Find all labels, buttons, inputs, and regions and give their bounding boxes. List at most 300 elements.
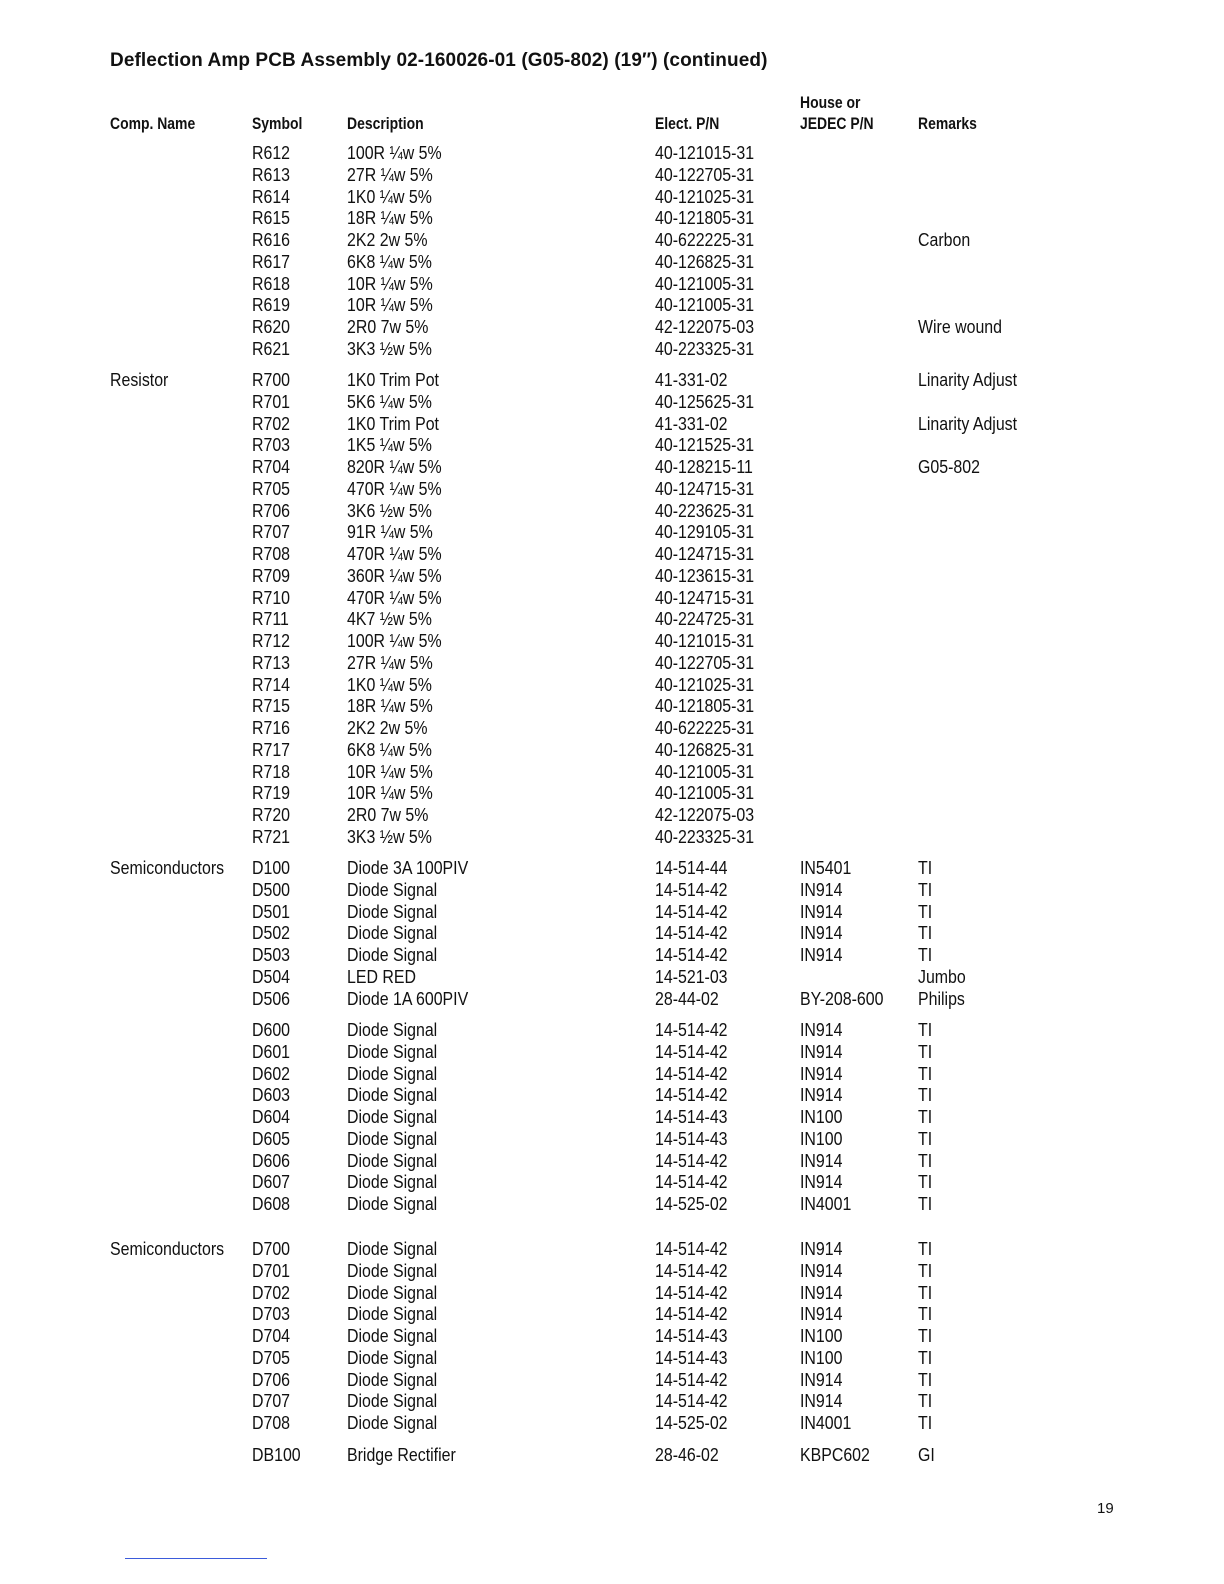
row-elect-pn: 14-514-42	[655, 1171, 728, 1193]
row-remarks: Philips	[918, 987, 965, 1009]
row-symbol: D502	[252, 922, 291, 944]
row-description: 10R ¼w 5%	[347, 782, 433, 804]
row-symbol: R702	[252, 412, 291, 434]
row-symbol: D703	[252, 1303, 291, 1325]
row-symbol: D606	[252, 1149, 291, 1171]
row-elect-pn: 14-514-42	[655, 1368, 728, 1390]
row-elect-pn: 40-129105-31	[655, 521, 755, 543]
table-row	[0, 1019, 1224, 1041]
row-description: Diode Signal	[347, 1106, 438, 1127]
table-row	[0, 782, 1224, 804]
row-symbol: D501	[252, 900, 291, 922]
row-jedec-pn: IN914	[800, 922, 843, 944]
row-symbol: D603	[252, 1084, 291, 1106]
row-symbol: D704	[252, 1325, 291, 1346]
row-symbol: D602	[252, 1062, 291, 1084]
row-description: 6K8 ¼w 5%	[347, 738, 432, 760]
row-elect-pn: 14-514-42	[655, 1281, 728, 1303]
row-symbol: R715	[252, 695, 291, 717]
row-symbol: D708	[252, 1412, 291, 1433]
row-remarks: TI	[918, 1127, 933, 1149]
table-row	[0, 186, 1224, 208]
row-elect-pn: 40-622225-31	[655, 717, 755, 738]
row-elect-pn: 40-121005-31	[655, 760, 755, 782]
table-row	[0, 1238, 1224, 1260]
header-comp-name: Comp. Name	[110, 114, 196, 133]
row-symbol: D700	[252, 1238, 291, 1259]
header-house-or: House or	[800, 93, 861, 112]
row-elect-pn: 40-123615-31	[655, 564, 755, 586]
row-jedec-pn: IN914	[800, 878, 843, 900]
row-jedec-pn: IN914	[800, 1019, 843, 1040]
footer-rule	[125, 1558, 267, 1559]
row-elect-pn: 14-514-42	[655, 944, 728, 965]
row-remarks: TI	[918, 1171, 933, 1193]
row-elect-pn: 14-514-42	[655, 1084, 728, 1106]
row-symbol: D100	[252, 857, 291, 878]
table-row	[0, 251, 1224, 273]
row-elect-pn: 42-122075-03	[655, 804, 755, 825]
row-description: 470R ¼w 5%	[347, 586, 442, 608]
row-symbol: R719	[252, 782, 291, 804]
table-row	[0, 630, 1224, 652]
row-description: Diode Signal	[347, 944, 438, 965]
row-remarks: G05-802	[918, 456, 980, 477]
row-symbol: R617	[252, 250, 291, 272]
row-elect-pn: 40-121015-31	[655, 630, 755, 651]
row-symbol: R710	[252, 586, 291, 608]
row-elect-pn: 14-514-42	[655, 1062, 728, 1084]
row-remarks: TI	[918, 1062, 933, 1084]
row-remarks: TI	[918, 857, 933, 878]
row-elect-pn: 14-514-43	[655, 1106, 728, 1127]
table-row	[0, 294, 1224, 316]
table-row	[0, 316, 1224, 338]
table-row	[0, 565, 1224, 587]
row-description: 6K8 ¼w 5%	[347, 250, 432, 272]
row-symbol: D701	[252, 1259, 291, 1281]
row-symbol: R701	[252, 390, 291, 412]
row-jedec-pn: IN914	[800, 1390, 843, 1412]
row-description: Diode Signal	[347, 878, 438, 900]
row-elect-pn: 40-121025-31	[655, 673, 755, 695]
row-description: 91R ¼w 5%	[347, 521, 433, 543]
row-description: 1K0 Trim Pot	[347, 412, 439, 434]
row-symbol: D608	[252, 1193, 291, 1214]
row-comp-name: Semiconductors	[110, 857, 225, 878]
row-jedec-pn: IN914	[800, 944, 843, 965]
row-jedec-pn: KBPC602	[800, 1444, 870, 1465]
row-symbol: D607	[252, 1171, 291, 1193]
row-symbol: R706	[252, 499, 291, 521]
row-elect-pn: 40-121005-31	[655, 294, 755, 316]
row-description: Diode Signal	[347, 1062, 438, 1084]
row-jedec-pn: IN100	[800, 1106, 843, 1127]
row-description: Diode Signal	[347, 1325, 438, 1346]
row-comp-name: Resistor	[110, 369, 169, 390]
row-description: Diode Signal	[347, 1390, 438, 1412]
table-row	[0, 674, 1224, 696]
page-title: Deflection Amp PCB Assembly 02-160026-01 (G05-802) (19″) (continued)	[110, 50, 768, 71]
header-symbol: Symbol	[252, 114, 303, 133]
table-row	[0, 391, 1224, 413]
row-symbol: R620	[252, 316, 291, 337]
table-row	[0, 434, 1224, 456]
row-description: Diode Signal	[347, 1149, 438, 1171]
row-elect-pn: 14-514-42	[655, 1238, 728, 1259]
row-remarks: Wire wound	[918, 316, 1003, 337]
table-row	[0, 922, 1224, 944]
row-elect-pn: 40-124715-31	[655, 477, 755, 499]
row-description: Diode 3A 100PIV	[347, 857, 469, 878]
table-row	[0, 273, 1224, 295]
row-symbol: R713	[252, 651, 291, 673]
table-row	[0, 164, 1224, 186]
row-symbol: D706	[252, 1368, 291, 1390]
row-elect-pn: 14-514-42	[655, 878, 728, 900]
row-remarks: Linarity Adjust	[918, 369, 1018, 390]
table-row	[0, 543, 1224, 565]
row-symbol: R621	[252, 337, 291, 359]
row-remarks: Jumbo	[918, 965, 966, 987]
row-comp-name: Semiconductors	[110, 1238, 225, 1259]
row-jedec-pn: BY-208-600	[800, 987, 884, 1009]
row-remarks: TI	[918, 1259, 933, 1281]
row-description: 1K0 ¼w 5%	[347, 673, 432, 695]
table-row	[0, 761, 1224, 783]
row-symbol: R614	[252, 185, 291, 207]
row-description: 2R0 7w 5%	[347, 316, 429, 337]
row-remarks: TI	[918, 1149, 933, 1171]
row-elect-pn: 40-223625-31	[655, 499, 755, 521]
row-elect-pn: 40-122705-31	[655, 651, 755, 673]
row-description: Diode Signal	[347, 1040, 438, 1062]
table-row	[0, 988, 1224, 1010]
row-elect-pn: 14-514-42	[655, 900, 728, 922]
row-remarks: TI	[918, 1346, 933, 1368]
table-row	[0, 944, 1224, 966]
row-symbol: R613	[252, 163, 291, 185]
row-description: 5K6 ¼w 5%	[347, 390, 432, 412]
header-elect-pn: Elect. P/N	[655, 114, 720, 133]
row-description: Diode Signal	[347, 1412, 438, 1433]
row-description: Diode Signal	[347, 1084, 438, 1106]
row-elect-pn: 40-128215-11	[655, 456, 753, 477]
table-row	[0, 521, 1224, 543]
row-elect-pn: 40-121005-31	[655, 782, 755, 804]
table-row	[0, 478, 1224, 500]
row-description: Diode Signal	[347, 922, 438, 944]
row-remarks: TI	[918, 922, 933, 944]
header-jedec-pn: JEDEC P/N	[800, 114, 874, 133]
row-remarks: TI	[918, 1106, 933, 1127]
table-row	[0, 207, 1224, 229]
table-row	[0, 1128, 1224, 1150]
table-row	[0, 1369, 1224, 1391]
row-description: Diode Signal	[347, 1238, 438, 1259]
header-remarks: Remarks	[918, 114, 977, 133]
row-jedec-pn: IN914	[800, 1303, 843, 1325]
table-row	[0, 901, 1224, 923]
row-symbol: D601	[252, 1040, 291, 1062]
table-row	[0, 500, 1224, 522]
row-jedec-pn: IN914	[800, 1171, 843, 1193]
row-elect-pn: 40-223325-31	[655, 825, 755, 847]
row-symbol: D702	[252, 1281, 291, 1303]
table-row	[0, 1084, 1224, 1106]
row-elect-pn: 40-224725-31	[655, 608, 755, 630]
row-jedec-pn: IN914	[800, 1149, 843, 1171]
row-elect-pn: 14-521-03	[655, 965, 728, 987]
row-elect-pn: 40-121005-31	[655, 272, 755, 294]
row-remarks: TI	[918, 1084, 933, 1106]
row-jedec-pn: IN100	[800, 1127, 843, 1149]
row-description: 1K0 ¼w 5%	[347, 185, 432, 207]
row-symbol: R711	[252, 608, 289, 630]
row-symbol: R720	[252, 804, 291, 825]
table-row	[0, 369, 1224, 391]
row-description: Diode Signal	[347, 1368, 438, 1390]
row-elect-pn: 14-525-02	[655, 1193, 728, 1214]
row-remarks: TI	[918, 944, 933, 965]
row-remarks: TI	[918, 1019, 933, 1040]
table-row	[0, 1193, 1224, 1215]
table-row	[0, 1444, 1224, 1466]
row-description: Diode Signal	[347, 1019, 438, 1040]
table-row	[0, 652, 1224, 674]
row-elect-pn: 40-121525-31	[655, 434, 755, 456]
row-jedec-pn: IN4001	[800, 1412, 852, 1433]
row-elect-pn: 14-514-42	[655, 1303, 728, 1325]
row-description: Diode Signal	[347, 1193, 438, 1214]
row-description: 10R ¼w 5%	[347, 294, 433, 316]
row-elect-pn: 40-124715-31	[655, 586, 755, 608]
row-symbol: R612	[252, 142, 291, 163]
row-elect-pn: 28-46-02	[655, 1444, 719, 1465]
row-symbol: D605	[252, 1127, 291, 1149]
row-symbol: R616	[252, 229, 291, 250]
row-symbol: D604	[252, 1106, 291, 1127]
row-elect-pn: 40-122705-31	[655, 163, 755, 185]
row-elect-pn: 40-622225-31	[655, 229, 755, 250]
row-description: Diode Signal	[347, 1346, 438, 1368]
row-symbol: R700	[252, 369, 291, 390]
row-description: 18R ¼w 5%	[347, 695, 433, 717]
row-elect-pn: 14-514-43	[655, 1325, 728, 1346]
table-row	[0, 1347, 1224, 1369]
table-row	[0, 456, 1224, 478]
row-elect-pn: 40-121805-31	[655, 207, 755, 229]
row-description: Diode Signal	[347, 900, 438, 922]
row-description: 1K5 ¼w 5%	[347, 434, 432, 456]
row-symbol: R618	[252, 272, 291, 294]
row-description: 2K2 2w 5%	[347, 717, 428, 738]
row-elect-pn: 14-514-43	[655, 1127, 728, 1149]
row-symbol: R707	[252, 521, 291, 543]
table-row	[0, 1325, 1224, 1347]
row-symbol: DB100	[252, 1444, 301, 1465]
row-remarks: TI	[918, 878, 933, 900]
table-row	[0, 857, 1224, 879]
row-symbol: R717	[252, 738, 291, 760]
row-symbol: D503	[252, 944, 291, 965]
row-remarks: TI	[918, 900, 933, 922]
row-description: Bridge Rectifier	[347, 1444, 456, 1465]
row-elect-pn: 28-44-02	[655, 987, 719, 1009]
row-jedec-pn: IN914	[800, 1040, 843, 1062]
row-elect-pn: 14-514-42	[655, 1019, 728, 1040]
table-row	[0, 1150, 1224, 1172]
row-symbol: R704	[252, 456, 291, 477]
row-description: Diode Signal	[347, 1127, 438, 1149]
row-jedec-pn: IN914	[800, 1259, 843, 1281]
row-symbol: R703	[252, 434, 291, 456]
row-elect-pn: 14-514-42	[655, 1259, 728, 1281]
row-elect-pn: 40-125625-31	[655, 390, 755, 412]
table-row	[0, 1282, 1224, 1304]
row-symbol: D705	[252, 1346, 291, 1368]
row-symbol: R712	[252, 630, 291, 651]
row-remarks: TI	[918, 1040, 933, 1062]
row-description: 100R ¼w 5%	[347, 630, 442, 651]
row-remarks: TI	[918, 1193, 933, 1214]
row-elect-pn: 40-223325-31	[655, 337, 755, 359]
table-row	[0, 1171, 1224, 1193]
row-description: 27R ¼w 5%	[347, 163, 433, 185]
row-description: 470R ¼w 5%	[347, 543, 442, 564]
row-description: 4K7 ½w 5%	[347, 608, 432, 630]
row-description: Diode Signal	[347, 1303, 438, 1325]
row-elect-pn: 14-514-42	[655, 1390, 728, 1412]
row-jedec-pn: IN914	[800, 1084, 843, 1106]
row-symbol: R708	[252, 543, 291, 564]
row-elect-pn: 14-525-02	[655, 1412, 728, 1433]
row-remarks: TI	[918, 1303, 933, 1325]
row-jedec-pn: IN914	[800, 1062, 843, 1084]
row-elect-pn: 40-124715-31	[655, 543, 755, 564]
row-elect-pn: 42-122075-03	[655, 316, 755, 337]
row-description: 10R ¼w 5%	[347, 272, 433, 294]
row-description: 18R ¼w 5%	[347, 207, 433, 229]
row-description: 820R ¼w 5%	[347, 456, 442, 477]
row-symbol: R721	[252, 825, 291, 847]
row-remarks: TI	[918, 1281, 933, 1303]
table-row	[0, 826, 1224, 848]
table-row	[0, 1303, 1224, 1325]
row-elect-pn: 14-514-44	[655, 857, 728, 878]
row-symbol: D600	[252, 1019, 291, 1040]
row-jedec-pn: IN100	[800, 1325, 843, 1346]
row-jedec-pn: IN5401	[800, 857, 852, 878]
table-row	[0, 717, 1224, 739]
row-elect-pn: 14-514-42	[655, 1040, 728, 1062]
row-symbol: R714	[252, 673, 291, 695]
row-symbol: D504	[252, 965, 291, 987]
row-remarks: Linarity Adjust	[918, 412, 1018, 434]
row-elect-pn: 40-121805-31	[655, 695, 755, 717]
table-row	[0, 229, 1224, 251]
row-elect-pn: 41-331-02	[655, 412, 728, 434]
table-row	[0, 966, 1224, 988]
table-row	[0, 1063, 1224, 1085]
row-description: Diode Signal	[347, 1281, 438, 1303]
row-remarks: TI	[918, 1238, 933, 1259]
row-description: Diode Signal	[347, 1171, 438, 1193]
table-row	[0, 695, 1224, 717]
row-symbol: R705	[252, 477, 291, 499]
row-description: Diode Signal	[347, 1259, 438, 1281]
row-remarks: TI	[918, 1390, 933, 1412]
row-remarks: TI	[918, 1368, 933, 1390]
row-remarks: GI	[918, 1444, 935, 1465]
row-description: 2R0 7w 5%	[347, 804, 429, 825]
row-jedec-pn: IN4001	[800, 1193, 852, 1214]
row-elect-pn: 14-514-43	[655, 1346, 728, 1368]
row-elect-pn: 14-514-42	[655, 922, 728, 944]
table-row	[0, 739, 1224, 761]
row-elect-pn: 41-331-02	[655, 369, 728, 390]
row-description: 100R ¼w 5%	[347, 142, 442, 163]
row-jedec-pn: IN914	[800, 1368, 843, 1390]
row-jedec-pn: IN914	[800, 1281, 843, 1303]
row-symbol: D506	[252, 987, 291, 1009]
row-elect-pn: 40-126825-31	[655, 738, 755, 760]
table-row	[0, 1390, 1224, 1412]
row-symbol: R709	[252, 564, 291, 586]
row-symbol: R716	[252, 717, 291, 738]
row-description: 1K0 Trim Pot	[347, 369, 439, 390]
row-symbol: R615	[252, 207, 291, 229]
row-elect-pn: 40-121015-31	[655, 142, 755, 163]
row-jedec-pn: IN914	[800, 900, 843, 922]
row-description: LED RED	[347, 965, 416, 987]
table-row	[0, 804, 1224, 826]
row-description: 3K6 ½w 5%	[347, 499, 432, 521]
table-row	[0, 1106, 1224, 1128]
row-description: 360R ¼w 5%	[347, 564, 442, 586]
table-row	[0, 1412, 1224, 1434]
table-row	[0, 879, 1224, 901]
row-remarks: TI	[918, 1325, 933, 1346]
row-description: 27R ¼w 5%	[347, 651, 433, 673]
row-jedec-pn: IN914	[800, 1238, 843, 1259]
table-row	[0, 587, 1224, 609]
row-description: 470R ¼w 5%	[347, 477, 442, 499]
row-symbol: R718	[252, 760, 291, 782]
row-jedec-pn: IN100	[800, 1346, 843, 1368]
row-remarks: Carbon	[918, 229, 971, 250]
header-description: Description	[347, 114, 424, 133]
row-elect-pn: 40-121025-31	[655, 185, 755, 207]
table-row	[0, 608, 1224, 630]
row-elect-pn: 40-126825-31	[655, 250, 755, 272]
table-row	[0, 1041, 1224, 1063]
row-description: 3K3 ½w 5%	[347, 825, 432, 847]
table-row	[0, 142, 1224, 164]
page-number: 19	[1097, 1500, 1114, 1517]
row-elect-pn: 14-514-42	[655, 1149, 728, 1171]
row-description: 10R ¼w 5%	[347, 760, 433, 782]
row-description: 2K2 2w 5%	[347, 229, 428, 250]
table-row	[0, 413, 1224, 435]
table-row	[0, 338, 1224, 360]
table-row	[0, 1260, 1224, 1282]
row-symbol: R619	[252, 294, 291, 316]
row-remarks: TI	[918, 1412, 933, 1433]
row-symbol: D500	[252, 878, 291, 900]
row-description: 3K3 ½w 5%	[347, 337, 432, 359]
row-description: Diode 1A 600PIV	[347, 987, 469, 1009]
